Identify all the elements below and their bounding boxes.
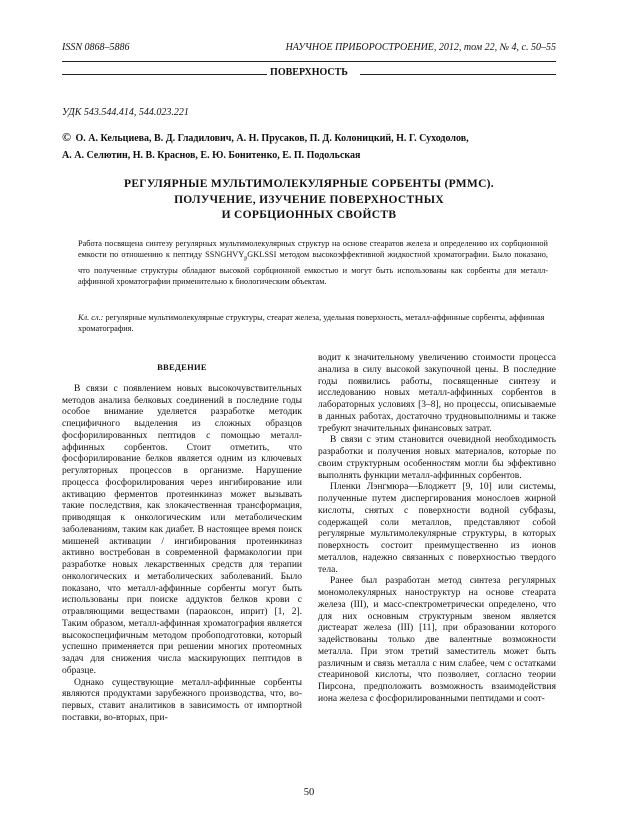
udk-code: УДК 543.544.414, 544.023.221 (62, 107, 189, 118)
section-rule-left (62, 74, 275, 75)
header-rule (62, 61, 556, 62)
copyright-icon: © (62, 130, 71, 144)
paragraph: Ранее был разработан метод синтеза регулярных мономолекулярных наноструктур на основе стеарата железа (III), и масс-спектрометрически определено, что для них основным структурным звеном является дистеарат железа (III) [11], при образовании которого задействованы только две валентные возможности металла. При этом третий заместитель может быть различным и связь металла с ним слабее, чем с остатками стеариновой кислоты, что позволяет, согласно теории Пирсона, предположить возможность взаимодействия иона железа с фосфорилированными пептидами и соот- (318, 576, 556, 704)
article-title (62, 177, 556, 224)
section-banner (62, 67, 556, 83)
paragraph: Пленки Лэнгмюра—Блоджетт [9, 10] или системы, полученные путем диспергирования монослоев жирной кислоты, снятых с поверхности водной субфазы, содержащей соли металлов, представляют собой регулярные мультимолекулярные структуры, в которых поверхность состоит преимущественно из ионов металлов, надежно связанных с поверхностью твердого тела. (318, 482, 556, 575)
authors-line-1: © О. А. Кельциева, В. Д. Гладилович, А. Н. Прусаков, П. Д. Колоницкий, Н. Г. Суходолов, (62, 130, 469, 144)
keywords-label: Кл. сл.: (78, 313, 104, 322)
title-line-2: ПОЛУЧЕНИЕ, ИЗУЧЕНИЕ ПОВЕРХНОСТНЫХ (174, 193, 444, 206)
journal-info: НАУЧНОЕ ПРИБОРОСТРОЕНИЕ, 2012, том 22, № 4, с. 50–55 (285, 42, 556, 53)
page-number: 50 (303, 787, 315, 798)
paragraph: В связи с появлением новых высокочувствительных методов анализа белковых соединений в последние годы особое внимание уделяется разработке методик специфичного выделения из сложных образцов фосфорилированных пептидов с помощью металл-аффинных сорбентов. Стоит отметить, что фосфорилирование белков является одним из ключевых регуляторных процессов в организме. Нарушение процесса фосфорилирования через ингибирование или активацию ферментов протеинкиназ может вызывать такие последствия, как злокачественная трансформация, приводящая к онкологическим или метаболическим заболеваниям, таким как диабет. В настоящее время поиск мишеней активации / ингибирования протеинкиназ активно востребован в современной фармакологии при разработке новых лекарственных средств для терапии онкологических и метаболических заболеваний. Было показано, что металл-аффинные сорбенты могут быть использованы при поиске аддуктов белков крови с отравляющими веществами (параоксон, иприт) [1, 2]. Таким образом, металл-аффинная хроматография является высокоспецифичным методом пробоподготовки, который успешно применяется при решении многих протеомных задач для снижения числа маскирующих пептидов в образце. (62, 383, 302, 676)
section-title: ПОВЕРХНОСТЬ (267, 67, 351, 78)
paragraph: Однако существующие металл-аффинные сорбенты являются продуктами зарубежного производства, что, во-первых, ставит аналитиков в зависимость от импортной поставки, во-вторых, при- (62, 677, 302, 723)
authors-line-2: А. А. Селютин, Н. В. Краснов, Е. Ю. Бонитенко, Е. П. Подольская (62, 150, 361, 161)
running-header (62, 42, 556, 56)
abstract: Работа посвящена синтезу регулярных мультимолекулярных структур на основе стеаратов железа и определению их сорбционной емкости по отношению к пептиду $SSNGHVY_pGKLSSI$ методом высокоэффективной жидкостной хроматографии. Было показано, что полученные структуры обладают высокой сорбционной емкостью и могут быть использованы как сорбенты для металл-аффинной хроматографии применительно к биологическим объектам. (78, 239, 548, 287)
keywords: Кл. сл.: регулярные мультимолекулярные структуры, стеарат железа, удельная поверхность, металл-аффинные сорбенты, аффинная хроматография. (78, 313, 545, 334)
paragraph: В связи с этим становится очевидной необходимость разработки и получения новых материалов, которые по своим структурным особенностям могли бы эффективно выполнять функции металл-аффинных сорбентов. (318, 435, 556, 481)
title-line-1: РЕГУЛЯРНЫЕ МУЛЬТИМОЛЕКУЛЯРНЫЕ СОРБЕНТЫ (РММС). (124, 178, 494, 190)
section-rule-right (360, 74, 556, 75)
paragraph: водит к значительному увеличению стоимости процесса анализа в силу высокой закупочной цены. В последние годы появились работы, посвященные синтезу и исследованию новых металл-аффинных сорбентов в лабораторных условиях [3–8], но процессы, описываемые в данных работах, достаточно трудновыполнимы и также требуют значительных финансовых затрат. (318, 353, 556, 434)
title-line-3: И СОРБЦИОННЫХ СВОЙСТВ (221, 209, 397, 221)
issn: ISSN 0868–5886 (62, 42, 130, 53)
authors (62, 129, 556, 164)
left-column (62, 362, 302, 725)
intro-heading: ВВЕДЕНИЕ (157, 362, 207, 372)
right-column (318, 353, 556, 706)
